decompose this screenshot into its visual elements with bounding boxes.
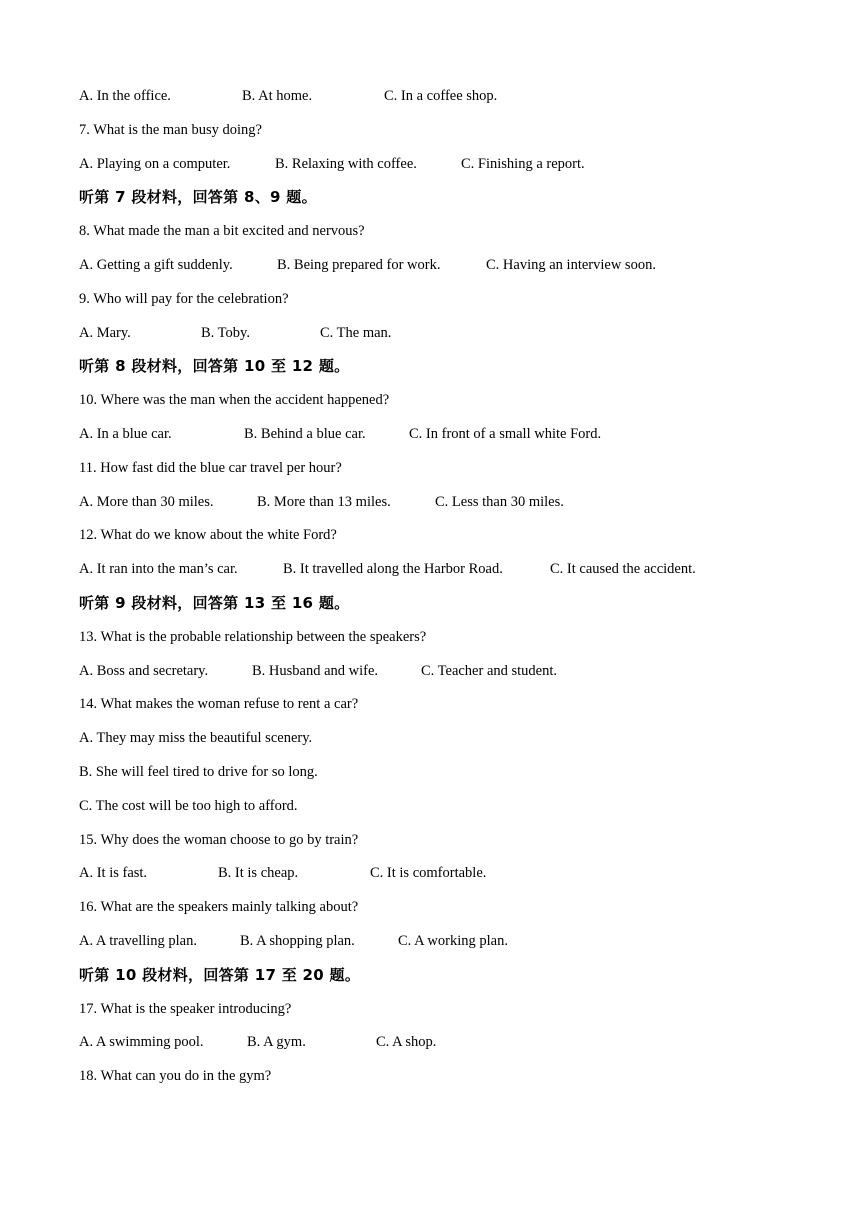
question-text: 13. What is the probable relationship between the speakers? <box>79 629 427 645</box>
option-c: C. In a coffee shop. <box>384 88 498 104</box>
question-text: 16. What are the speakers mainly talking about? <box>79 899 359 915</box>
option-a: A. It is fast. <box>79 865 148 881</box>
option-c: C. Having an interview soon. <box>486 257 656 273</box>
option-b: B. A shopping plan. <box>240 933 355 949</box>
option-c: C. The man. <box>320 325 392 341</box>
option-b: B. Being prepared for work. <box>277 257 441 273</box>
answer-options <box>79 154 779 174</box>
question-text: 17. What is the speaker introducing? <box>79 1001 292 1017</box>
answer-options <box>79 863 779 883</box>
option-a: A. It ran into the man’s car. <box>79 561 238 577</box>
option-c: C. Finishing a report. <box>461 156 585 172</box>
option-c: C. In front of a small white Ford. <box>409 426 602 442</box>
question-text: 10. Where was the man when the accident happened? <box>79 392 390 408</box>
question-text: 7. What is the man busy doing? <box>79 122 262 138</box>
question-text: 9. Who will pay for the celebration? <box>79 291 289 307</box>
option-b: B. Husband and wife. <box>252 663 379 679</box>
answer-options <box>79 661 779 681</box>
option-b: B. Behind a blue car. <box>244 426 366 442</box>
answer-options <box>79 492 779 512</box>
question-text: 8. What made the man a bit excited and nervous? <box>79 223 365 239</box>
option-b: B. Toby. <box>201 325 250 341</box>
option-a: A. In a blue car. <box>79 426 172 442</box>
question-text: 18. What can you do in the gym? <box>79 1068 272 1084</box>
option-c: C. A shop. <box>376 1034 437 1050</box>
question-text: 12. What do we know about the white Ford? <box>79 527 337 543</box>
option-a: A. Boss and secretary. <box>79 663 209 679</box>
question-text: B. She will feel tired to drive for so long. <box>79 764 318 780</box>
option-b: B. It travelled along the Harbor Road. <box>283 561 503 577</box>
option-a: A. In the office. <box>79 88 171 104</box>
question-text: 11. How fast did the blue car travel per hour? <box>79 460 342 476</box>
section-heading: 听第 8 段材料，回答第 10 至 12 题。 <box>79 357 350 375</box>
answer-options <box>79 323 779 343</box>
option-b: B. More than 13 miles. <box>257 494 391 510</box>
option-b: B. It is cheap. <box>218 865 299 881</box>
answer-options <box>79 1032 779 1052</box>
option-b: B. Relaxing with coffee. <box>275 156 417 172</box>
question-text: 15. Why does the woman choose to go by train? <box>79 832 359 848</box>
option-a: A. Mary. <box>79 325 131 341</box>
question-text: 14. What makes the woman refuse to rent a car? <box>79 696 359 712</box>
section-heading: 听第 9 段材料，回答第 13 至 16 题。 <box>79 594 350 612</box>
option-a: A. Playing on a computer. <box>79 156 231 172</box>
answer-options <box>79 559 779 579</box>
option-c: C. It caused the accident. <box>550 561 696 577</box>
option-c: C. Teacher and student. <box>421 663 558 679</box>
option-a: A. Getting a gift suddenly. <box>79 257 233 273</box>
section-heading: 听第 7 段材料，回答第 8、9 题。 <box>79 188 317 206</box>
answer-options <box>79 931 779 951</box>
option-b: B. At home. <box>242 88 313 104</box>
answer-options <box>79 255 779 275</box>
option-b: B. A gym. <box>247 1034 306 1050</box>
section-heading: 听第 10 段材料，回答第 17 至 20 题。 <box>79 966 361 984</box>
option-c: C. Less than 30 miles. <box>435 494 564 510</box>
option-a: A. A swimming pool. <box>79 1034 204 1050</box>
question-text: A. They may miss the beautiful scenery. <box>79 730 313 746</box>
option-a: A. A travelling plan. <box>79 933 197 949</box>
question-text: C. The cost will be too high to afford. <box>79 798 298 814</box>
option-c: C. It is comfortable. <box>370 865 487 881</box>
answer-options <box>79 424 779 444</box>
option-a: A. More than 30 miles. <box>79 494 214 510</box>
answer-options <box>79 86 779 106</box>
option-c: C. A working plan. <box>398 933 508 949</box>
